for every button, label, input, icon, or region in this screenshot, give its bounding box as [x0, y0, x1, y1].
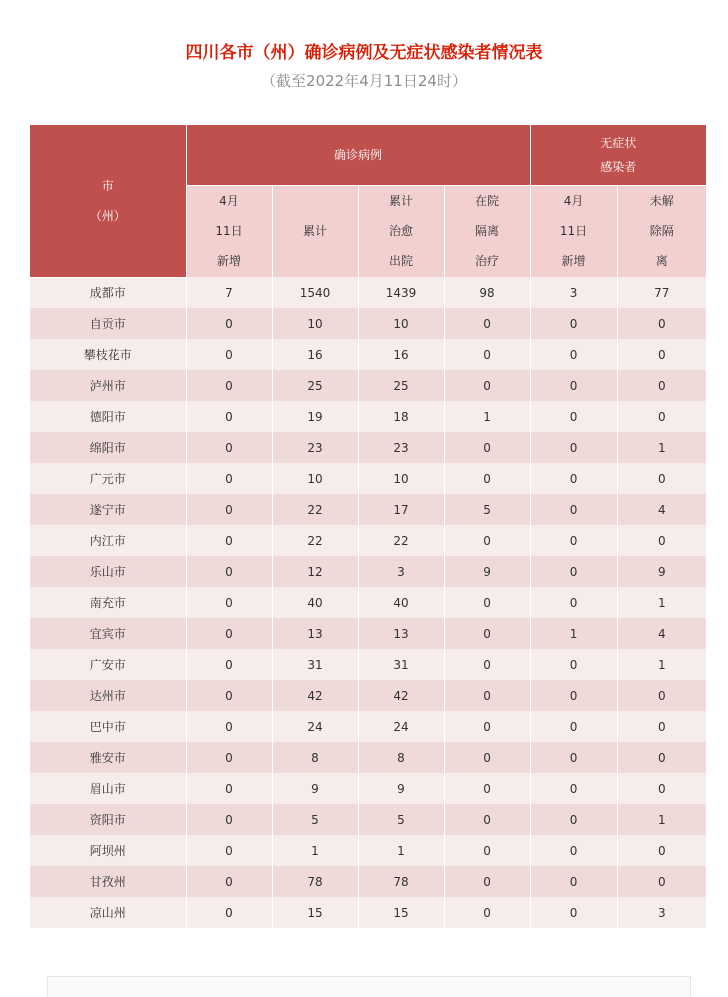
- header-confirmed-group: 确诊病例: [186, 125, 530, 185]
- cell-hospitalized: 9: [444, 556, 530, 587]
- cell-city: 内江市: [30, 525, 186, 556]
- table-body: [30, 277, 706, 928]
- cell-cured: 3: [358, 556, 444, 587]
- cell-hospitalized: 0: [444, 432, 530, 463]
- header-city-line2: （州）: [89, 208, 126, 223]
- cell-new-confirmed: 0: [186, 680, 272, 711]
- cell-hospitalized: 98: [444, 277, 530, 308]
- header-text: 出院: [388, 254, 413, 269]
- cell-new-asym: 0: [530, 432, 617, 463]
- cell-city: 雅安市: [30, 742, 186, 773]
- cell-total: 19: [272, 401, 358, 432]
- cell-cured: 78: [358, 866, 444, 897]
- header-text: 4月: [219, 194, 239, 209]
- cell-cured: 17: [358, 494, 444, 525]
- header-text: 11日: [215, 224, 243, 239]
- cell-unreleased: 4: [617, 618, 706, 649]
- table-row: [30, 587, 706, 618]
- cell-city: 遂宁市: [30, 494, 186, 525]
- cell-hospitalized: 0: [444, 525, 530, 556]
- cell-new-asym: 0: [530, 711, 617, 742]
- table-row: [30, 277, 706, 308]
- cell-unreleased: 0: [617, 370, 706, 401]
- cell-cured: 5: [358, 804, 444, 835]
- cell-cured: 9: [358, 773, 444, 804]
- cell-unreleased: 0: [617, 401, 706, 432]
- cell-hospitalized: 0: [444, 866, 530, 897]
- cell-new-asym: 0: [530, 463, 617, 494]
- header-text: 新增: [216, 254, 241, 269]
- cell-total: 22: [272, 525, 358, 556]
- cell-hospitalized: 0: [444, 370, 530, 401]
- cell-cured: 22: [358, 525, 444, 556]
- cell-city: 乐山市: [30, 556, 186, 587]
- cell-hospitalized: 0: [444, 308, 530, 339]
- header-new-confirmed: [186, 185, 272, 277]
- cell-unreleased: 1: [617, 587, 706, 618]
- table-row: [30, 308, 706, 339]
- cell-new-confirmed: 0: [186, 649, 272, 680]
- cell-hospitalized: 0: [444, 618, 530, 649]
- cell-new-confirmed: 0: [186, 525, 272, 556]
- cell-city: 南充市: [30, 587, 186, 618]
- cell-new-asym: 0: [530, 742, 617, 773]
- cell-unreleased: 0: [617, 463, 706, 494]
- cell-new-asym: 0: [530, 494, 617, 525]
- cell-unreleased: 0: [617, 680, 706, 711]
- cell-unreleased: 3: [617, 897, 706, 928]
- cell-new-confirmed: 0: [186, 432, 272, 463]
- cell-cured: 31: [358, 649, 444, 680]
- table-row: [30, 897, 706, 928]
- table-row: [30, 432, 706, 463]
- cell-cured: 1439: [358, 277, 444, 308]
- cell-total: 8: [272, 742, 358, 773]
- cell-total: 40: [272, 587, 358, 618]
- header-total: 累计: [272, 185, 358, 277]
- cell-new-confirmed: 7: [186, 277, 272, 308]
- cell-new-confirmed: 0: [186, 835, 272, 866]
- cell-new-confirmed: 0: [186, 897, 272, 928]
- table-row: [30, 742, 706, 773]
- table-row: [30, 494, 706, 525]
- cell-unreleased: 0: [617, 339, 706, 370]
- cell-unreleased: 0: [617, 835, 706, 866]
- cell-city: 巴中市: [30, 711, 186, 742]
- cell-cured: 24: [358, 711, 444, 742]
- cell-new-asym: 0: [530, 866, 617, 897]
- cell-hospitalized: 0: [444, 649, 530, 680]
- cell-new-asym: 3: [530, 277, 617, 308]
- header-text: 隔离: [475, 224, 500, 239]
- header-cured: [358, 185, 444, 277]
- cell-total: 9: [272, 773, 358, 804]
- cell-unreleased: 1: [617, 804, 706, 835]
- cell-city: 成都市: [30, 277, 186, 308]
- header-city: [30, 125, 186, 277]
- table-row: [30, 649, 706, 680]
- page-subtitle: （截至2022年4月11日24时）: [261, 72, 467, 90]
- cell-new-confirmed: 0: [186, 742, 272, 773]
- cell-new-confirmed: 0: [186, 866, 272, 897]
- cell-new-asym: 0: [530, 370, 617, 401]
- cell-new-asym: 0: [530, 556, 617, 587]
- header-text: 治愈: [388, 224, 413, 239]
- cell-unreleased: 1: [617, 649, 706, 680]
- cell-unreleased: 4: [617, 494, 706, 525]
- header-text: 11日: [559, 224, 588, 239]
- cell-city: 自贡市: [30, 308, 186, 339]
- header-text: 在院: [475, 194, 500, 209]
- table-row: [30, 835, 706, 866]
- header-asym-line2: 感染者: [600, 159, 637, 174]
- page-title: 四川各市（州）确诊病例及无症状感染者情况表: [185, 43, 543, 63]
- cell-city: 甘孜州: [30, 866, 186, 897]
- cell-new-asym: 0: [530, 339, 617, 370]
- cell-city: 眉山市: [30, 773, 186, 804]
- cell-total: 12: [272, 556, 358, 587]
- cell-hospitalized: 0: [444, 463, 530, 494]
- cell-total: 78: [272, 866, 358, 897]
- cell-new-asym: 0: [530, 897, 617, 928]
- cell-total: 22: [272, 494, 358, 525]
- cell-new-asym: 0: [530, 804, 617, 835]
- cell-new-confirmed: 0: [186, 339, 272, 370]
- cell-cured: 25: [358, 370, 444, 401]
- header-text: 新增: [561, 254, 586, 269]
- cell-new-asym: 1: [530, 618, 617, 649]
- cell-cured: 1: [358, 835, 444, 866]
- header-text: 治疗: [475, 254, 500, 269]
- cell-new-asym: 0: [530, 525, 617, 556]
- table-header: [30, 125, 706, 277]
- cell-unreleased: 1: [617, 432, 706, 463]
- cell-hospitalized: 0: [444, 680, 530, 711]
- cell-total: 42: [272, 680, 358, 711]
- cell-city: 阿坝州: [30, 835, 186, 866]
- table-row: [30, 463, 706, 494]
- header-text: 4月: [563, 194, 584, 209]
- cell-unreleased: 0: [617, 308, 706, 339]
- cell-hospitalized: 0: [444, 897, 530, 928]
- cell-new-confirmed: 0: [186, 308, 272, 339]
- bottom-panel: [47, 976, 691, 997]
- cell-city: 广元市: [30, 463, 186, 494]
- cell-city: 攀枝花市: [30, 339, 186, 370]
- cell-new-asym: 0: [530, 649, 617, 680]
- header-text: 未解: [649, 194, 674, 209]
- table-row: [30, 804, 706, 835]
- cell-new-confirmed: 0: [186, 773, 272, 804]
- cell-cured: 8: [358, 742, 444, 773]
- cell-hospitalized: 0: [444, 835, 530, 866]
- cell-cured: 15: [358, 897, 444, 928]
- header-city-line1: 市: [101, 178, 114, 193]
- cell-new-confirmed: 0: [186, 556, 272, 587]
- cell-total: 5: [272, 804, 358, 835]
- cell-new-confirmed: 0: [186, 463, 272, 494]
- header-asym-line1: 无症状: [600, 135, 637, 150]
- header-text: 离: [655, 254, 668, 269]
- table-row: [30, 773, 706, 804]
- cell-city: 泸州市: [30, 370, 186, 401]
- cell-unreleased: 0: [617, 866, 706, 897]
- cell-total: 10: [272, 463, 358, 494]
- cell-city: 广安市: [30, 649, 186, 680]
- case-table: [30, 125, 706, 928]
- cell-total: 31: [272, 649, 358, 680]
- cell-unreleased: 0: [617, 525, 706, 556]
- cell-cured: 10: [358, 308, 444, 339]
- cell-total: 13: [272, 618, 358, 649]
- cell-total: 10: [272, 308, 358, 339]
- cell-total: 1: [272, 835, 358, 866]
- table-row: [30, 711, 706, 742]
- cell-cured: 42: [358, 680, 444, 711]
- header-new-asym: [530, 185, 617, 277]
- table-row: [30, 866, 706, 897]
- table-row: [30, 525, 706, 556]
- cell-city: 凉山州: [30, 897, 186, 928]
- cell-new-confirmed: 0: [186, 618, 272, 649]
- cell-unreleased: 9: [617, 556, 706, 587]
- table-row: [30, 370, 706, 401]
- table-row: [30, 680, 706, 711]
- cell-new-confirmed: 0: [186, 401, 272, 432]
- cell-total: 24: [272, 711, 358, 742]
- cell-cured: 18: [358, 401, 444, 432]
- cell-new-confirmed: 0: [186, 711, 272, 742]
- cell-new-confirmed: 0: [186, 804, 272, 835]
- cell-city: 德阳市: [30, 401, 186, 432]
- cell-cured: 23: [358, 432, 444, 463]
- cell-cured: 13: [358, 618, 444, 649]
- cell-cured: 10: [358, 463, 444, 494]
- cell-new-asym: 0: [530, 680, 617, 711]
- cell-total: 23: [272, 432, 358, 463]
- cell-new-confirmed: 0: [186, 587, 272, 618]
- cell-total: 16: [272, 339, 358, 370]
- cell-new-asym: 0: [530, 401, 617, 432]
- cell-city: 达州市: [30, 680, 186, 711]
- header-asym-group: [530, 125, 706, 185]
- header-unreleased: [617, 185, 706, 277]
- header-text: 除隔: [649, 224, 674, 239]
- cell-hospitalized: 5: [444, 494, 530, 525]
- header-text: 累计: [388, 194, 413, 209]
- cell-hospitalized: 0: [444, 742, 530, 773]
- cell-hospitalized: 0: [444, 773, 530, 804]
- cell-new-asym: 0: [530, 773, 617, 804]
- table-row: [30, 618, 706, 649]
- cell-total: 1540: [272, 277, 358, 308]
- cell-unreleased: 77: [617, 277, 706, 308]
- cell-hospitalized: 0: [444, 587, 530, 618]
- cell-new-asym: 0: [530, 308, 617, 339]
- cell-new-confirmed: 0: [186, 494, 272, 525]
- cell-unreleased: 0: [617, 742, 706, 773]
- table-row: [30, 556, 706, 587]
- header-hospitalized: [444, 185, 530, 277]
- cell-new-asym: 0: [530, 587, 617, 618]
- cell-city: 资阳市: [30, 804, 186, 835]
- cell-city: 绵阳市: [30, 432, 186, 463]
- cell-new-asym: 0: [530, 835, 617, 866]
- table-row: [30, 339, 706, 370]
- cell-hospitalized: 0: [444, 711, 530, 742]
- cell-total: 25: [272, 370, 358, 401]
- cell-hospitalized: 0: [444, 804, 530, 835]
- cell-hospitalized: 1: [444, 401, 530, 432]
- cell-city: 宜宾市: [30, 618, 186, 649]
- cell-new-confirmed: 0: [186, 370, 272, 401]
- cell-unreleased: 0: [617, 711, 706, 742]
- cell-cured: 40: [358, 587, 444, 618]
- cell-cured: 16: [358, 339, 444, 370]
- cell-unreleased: 0: [617, 773, 706, 804]
- cell-hospitalized: 0: [444, 339, 530, 370]
- cell-total: 15: [272, 897, 358, 928]
- table-row: [30, 401, 706, 432]
